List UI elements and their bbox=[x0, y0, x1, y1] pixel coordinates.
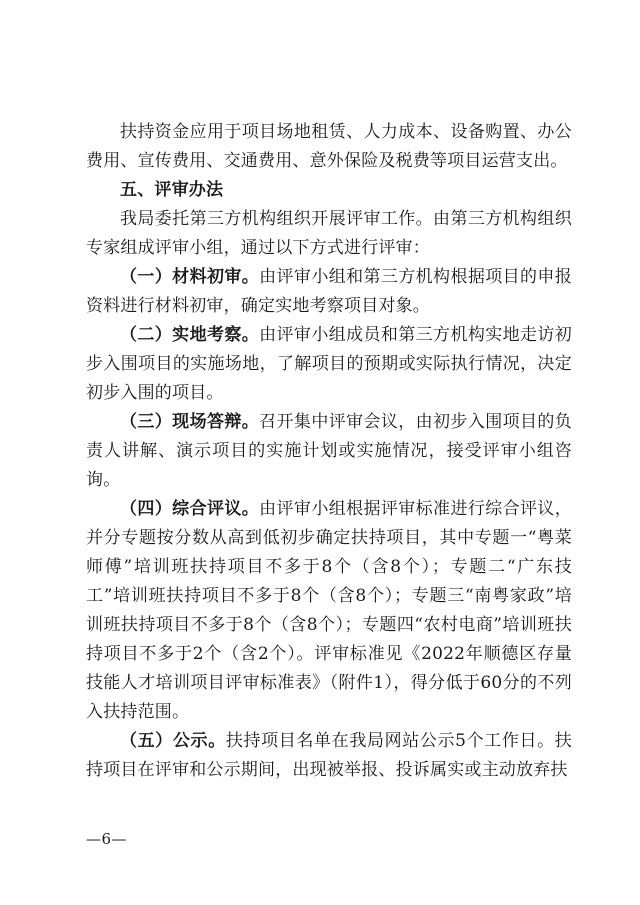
item-lead-onsite-defense: （三）现场答辩。 bbox=[120, 412, 260, 432]
item-lead-material-review: （一）材料初审。 bbox=[120, 267, 260, 287]
item-text-public-notice: 扶持项目名单在我局网站公示5个工作日。扶持项目在评审和公示期间，出现被举报、投诉属实或主动放弃扶 bbox=[86, 731, 572, 780]
item-lead-public-notice: （五）公示。 bbox=[120, 731, 226, 751]
item-text-comprehensive-evaluation: 由评审小组根据评审标准进行综合评议，并分专题按分数从高到低初步确定扶持项目，其中专题一“粤菜师傅”培训班扶持项目不多于8个（含8个）；专题二“广东技工”培训班扶持项目不多于8个（含8个）；专题三“南粤家政”培训班扶持项目不多于8个（含8个）；专题四“农村电商”培训班扶持项目不多于2个（含2个）。评审标准见《2022年顺德区存量技能人才培训项目评审标准表》（附件1），得分低于60分的不列入扶持范围。 bbox=[86, 499, 572, 722]
item-comprehensive-evaluation bbox=[86, 495, 572, 727]
item-lead-comprehensive-evaluation: （四）综合评议。 bbox=[120, 499, 260, 519]
item-material-review bbox=[86, 263, 572, 321]
item-lead-site-inspection: （二）实地考察。 bbox=[120, 325, 260, 345]
item-text-onsite-defense: 召开集中评审会议，由初步入围项目的负责人讲解、演示项目的实施计划或实施情况，接受评审小组咨询。 bbox=[86, 412, 572, 490]
document-body bbox=[86, 118, 572, 785]
item-text-material-review: 由评审小组和第三方机构根据项目的申报资料进行材料初审，确定实地考察项目对象。 bbox=[86, 267, 572, 316]
section-heading-review-method: 五、评审办法 bbox=[120, 180, 224, 200]
page-number: —6— bbox=[86, 830, 128, 848]
item-site-inspection bbox=[86, 321, 572, 408]
item-onsite-defense bbox=[86, 408, 572, 495]
paragraph-funding-usage: 扶持资金应用于项目场地租赁、人力成本、设备购置、办公费用、宣传费用、交通费用、意外保险及税费等项目运营支出。 bbox=[86, 122, 572, 171]
item-text-site-inspection: 由评审小组成员和第三方机构实地走访初步入围项目的实施场地，了解项目的预期或实际执行情况，决定初步入围的项目。 bbox=[86, 325, 572, 403]
item-public-notice bbox=[86, 727, 572, 785]
paragraph-review-intro: 我局委托第三方机构组织开展评审工作。由第三方机构组织专家组成评审小组，通过以下方式进行评审： bbox=[86, 209, 572, 258]
